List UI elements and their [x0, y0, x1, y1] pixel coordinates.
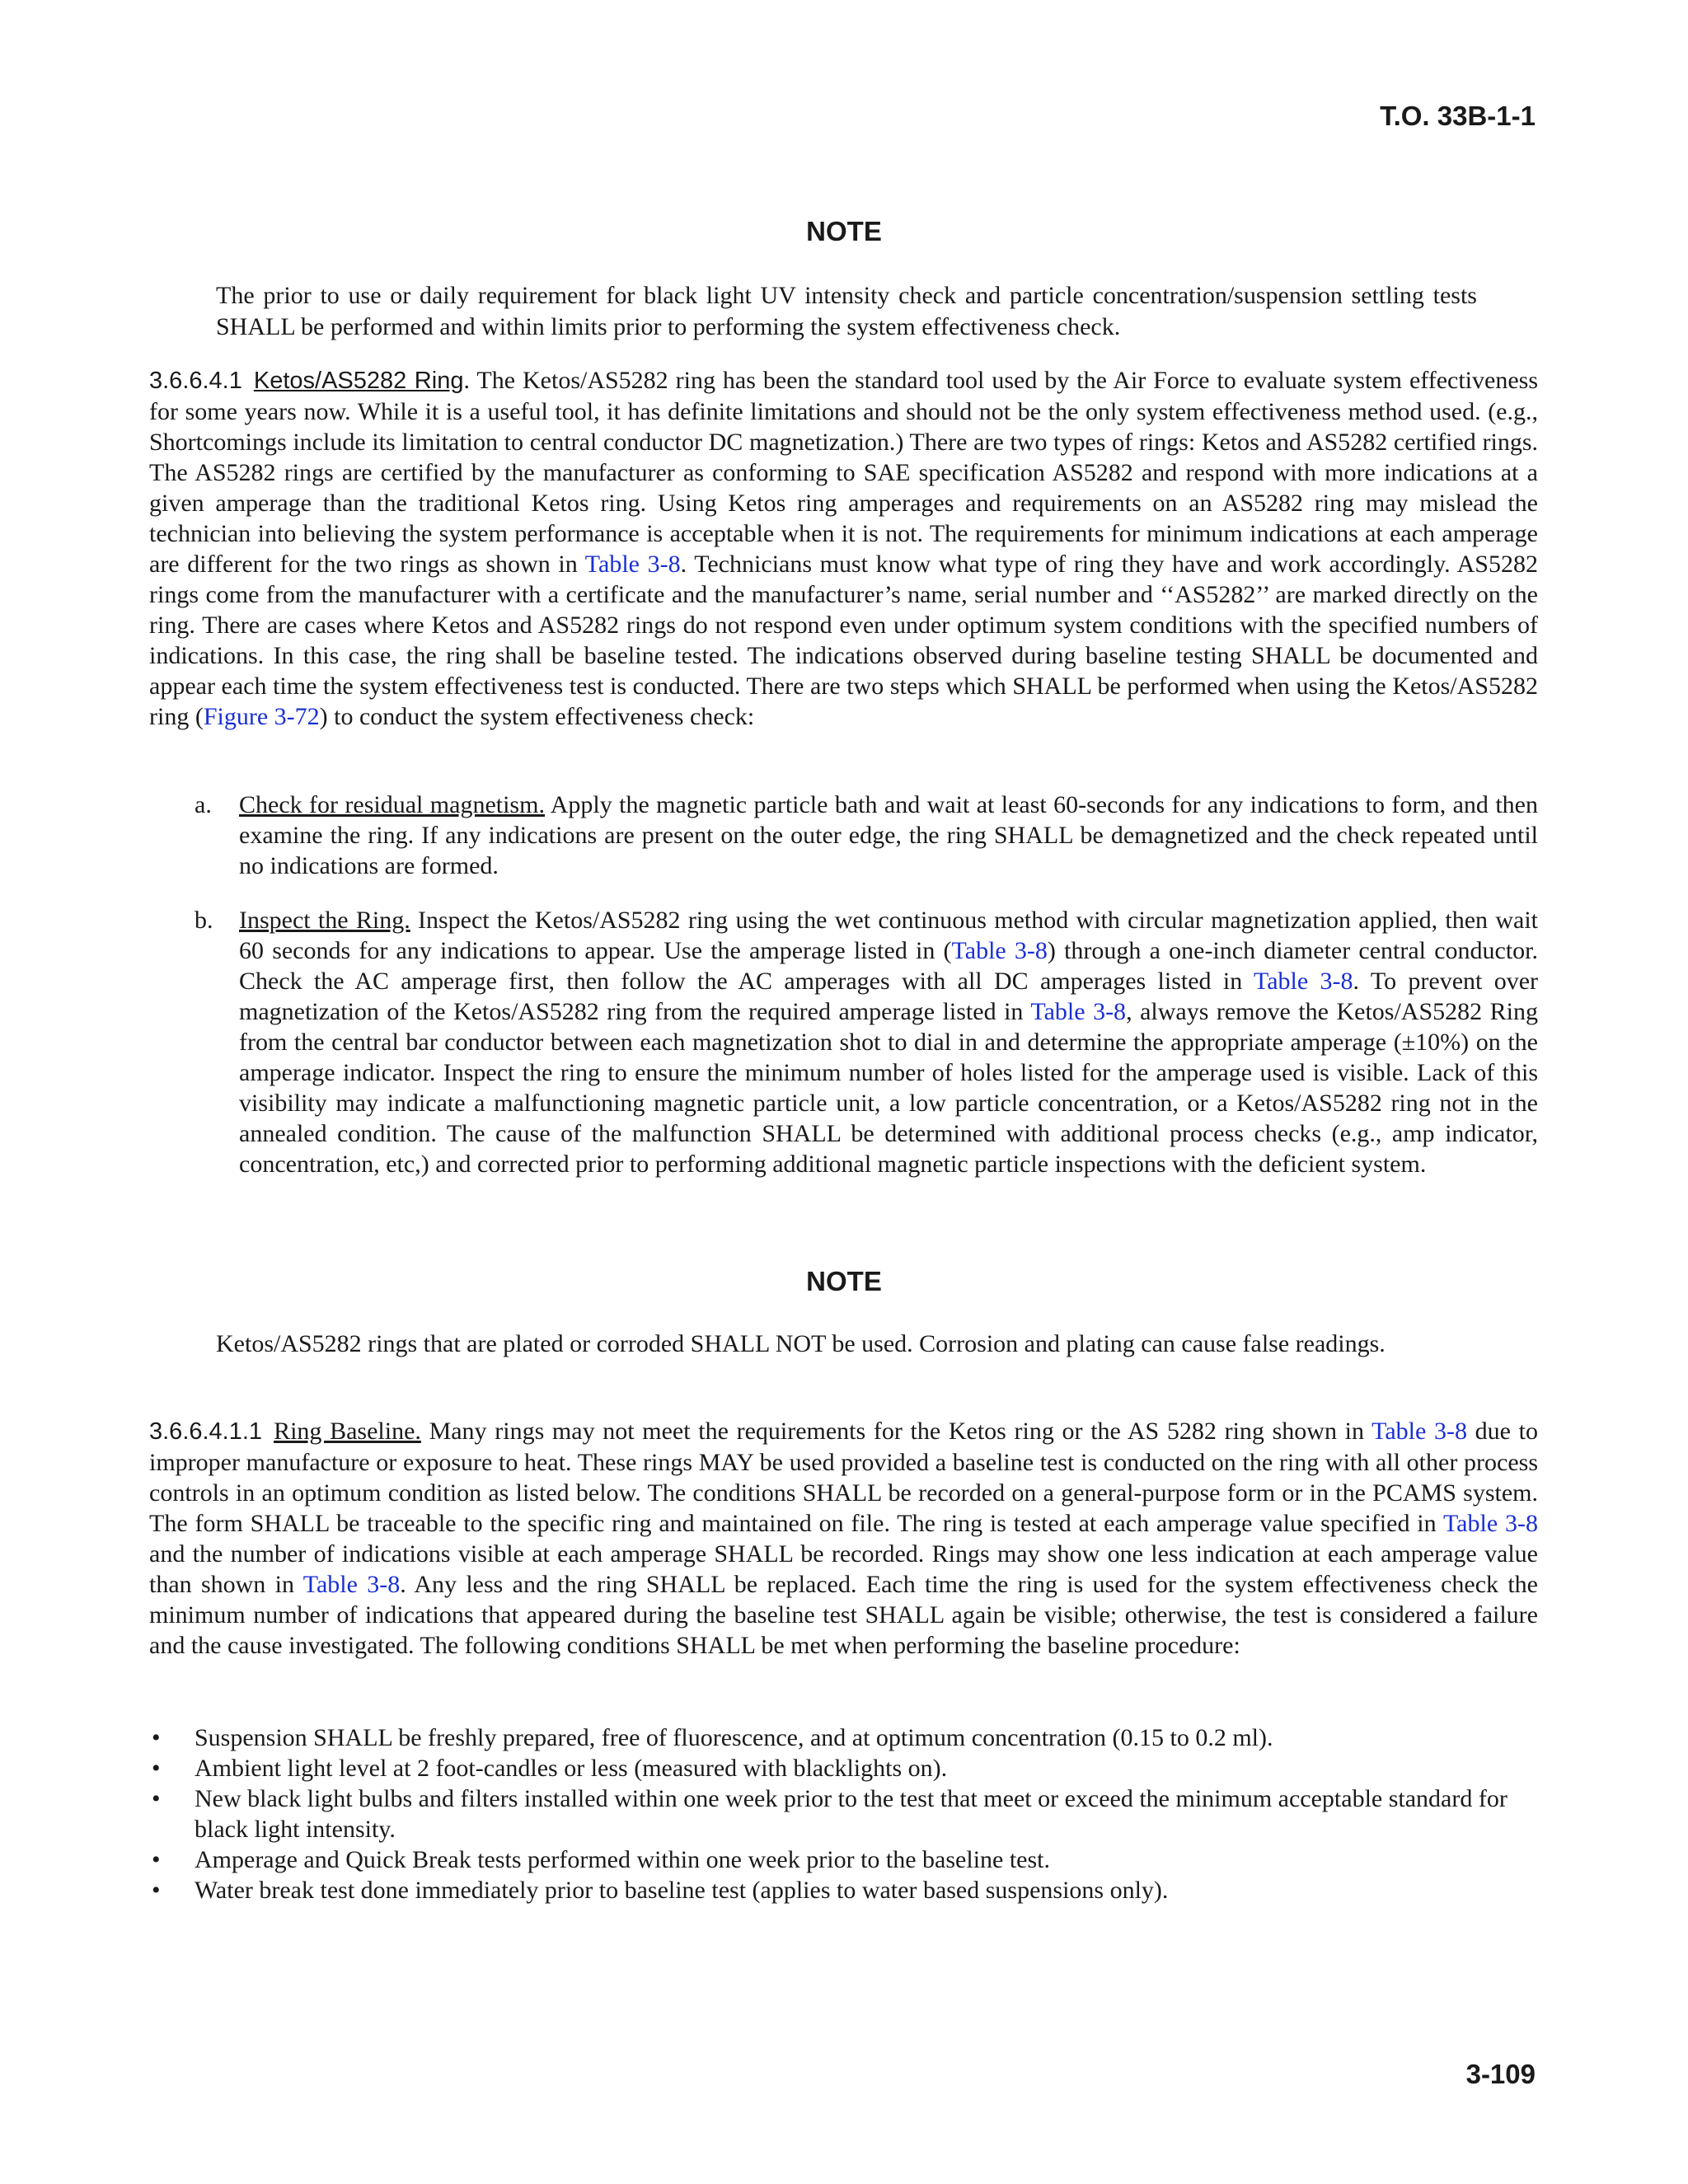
step-title: Check for residual magnetism.: [239, 791, 545, 818]
baseline-conditions-list: [149, 1722, 1538, 1905]
step-body: [239, 790, 1538, 881]
note-heading: NOTE: [806, 216, 882, 246]
step-text: Inspect the Ketos/AS5282 ring using the wet continuous method with circular magnetization applied, then wait 60 seconds for any indications to appear. Use the amperage listed in (: [239, 907, 1538, 964]
step-title: Inspect the Ring.: [239, 907, 410, 934]
section-title: Ring Baseline.: [274, 1418, 421, 1445]
section-text: . The Ketos/AS5282 ring has been the standard tool used by the Air Force to evaluate system effectiveness for some years now. While it is a useful tool, it has definite limitations and should not be the only system effectiveness method used. (e.g., Shortcomings include its limitation to central conductor DC magnetization.) There are two types of rings: Ketos and AS5282 certified rings. The AS5282 rings are certified by the manufacturer as conforming to SAE specification AS5282 and respond with more indications at a given amperage than the traditional Ketos ring. Using Ketos ring amperages and requirements on an AS5282 ring may mislead the technician into believing the system performance is acceptable when it is not. The requirements for minimum indications at each amperage are different for the two rings as shown in: [149, 367, 1538, 578]
list-item: [149, 1722, 1538, 1753]
table-reference-link[interactable]: Table 3-8: [1254, 968, 1353, 995]
step-a: [195, 790, 1538, 881]
list-item: [149, 1783, 1538, 1844]
list-item: [149, 1844, 1538, 1875]
table-reference-link[interactable]: Table 3-8: [302, 1571, 401, 1598]
list-item-text: New black light bulbs and filters installed within one week prior to the test that meet or exceed the minimum acceptable standard for black light intensity.: [195, 1785, 1507, 1843]
list-item-text: Amperage and Quick Break tests performed within one week prior to the baseline test.: [195, 1846, 1051, 1873]
section-text: Many rings may not meet the requirements for the Ketos ring or the AS 5282 ring shown in: [420, 1418, 1372, 1445]
table-reference-link[interactable]: Table 3-8: [1442, 1510, 1538, 1537]
list-item-text: Ambient light level at 2 foot-candles or less (measured with blacklights on).: [195, 1755, 948, 1782]
note-text: The prior to use or daily requirement for black light UV intensity check and particle concentration/suspension settling tests SHALL be performed and within limits prior to performing the system effectiveness check.: [216, 282, 1477, 340]
section-text: . Technicians must know what type of ring they have and work accordingly. AS5282 rings come from the manufacturer with a certificate and the manufacturer’s name, serial number and ‘‘AS5282’’ are marked directly on the ring. There are cases where Ketos and AS5282 rings do not respond even under optimum system conditions with the specified numbers of indications. In this case, the ring shall be baseline tested. The indications observed during baseline testing SHALL be documented and appear each time the system effectiveness test is conducted. There are two steps which SHALL be performed when using the Ketos/AS5282 ring (: [149, 551, 1538, 730]
list-item-text: Suspension SHALL be freshly prepared, free of fluorescence, and at optimum concentration (0.15 to 0.2 ml).: [195, 1724, 1273, 1751]
step-letter: b.: [195, 907, 213, 934]
step-text: , always remove the Ketos/AS5282 Ring from the central bar conductor between each magnetization shot to dial in and determine the appropriate amperage (±10%) on the amperage indicator. Inspect the ring to ensure the minimum number of holes listed for the amperage used is visible. Lack of this visibility may indicate a malfunctioning magnetic particle unit, a low particle concentration, or a Ketos/AS5282 ring not in the annealed condition. The cause of the malfunction SHALL be determined with additional process checks (e.g., amp indicator, concentration, etc,) and corrected prior to performing additional magnetic particle inspections with the deficient system.: [239, 998, 1538, 1178]
table-reference-link[interactable]: Table 3-8: [951, 937, 1048, 964]
bullet-icon: •: [152, 1724, 161, 1751]
section-title: Ketos/AS5282 Ring: [253, 368, 464, 394]
table-reference-link[interactable]: Table 3-8: [584, 551, 681, 578]
step-text: . To prevent over magnetization of the Ketos/AS5282 ring from the required amperage listed in: [239, 968, 1538, 1025]
page-number: 3-109: [1465, 2059, 1536, 2089]
step-b: [195, 905, 1538, 1179]
section-text: ) to conduct the system effectiveness check:: [319, 703, 755, 730]
note-text: Ketos/AS5282 rings that are plated or corroded SHALL NOT be used. Corrosion and plating can cause false readings.: [216, 1330, 1386, 1357]
section-text: . Any less and the ring SHALL be replaced. Each time the ring is used for the system effectiveness check the minimum number of indications that appeared during the baseline test SHALL again be visible; otherwise, the test is considered a failure and the cause investigated. The following conditions SHALL be met when performing the baseline procedure:: [149, 1571, 1538, 1659]
section-text: and the number of indications visible at each amperage SHALL be recorded. Rings may show one less indication at each amperage value than shown in: [149, 1540, 1538, 1598]
section-number: 3.6.6.4.1.1: [149, 1418, 263, 1445]
list-item: [149, 1753, 1538, 1783]
section-text: due to improper manufacture or exposure to heat. These rings MAY be used provided a baseline test is conducted on the ring with all other process controls in an optimum condition as listed below. The conditions SHALL be recorded on a general-purpose form or in the PCAMS system. The form SHALL be traceable to the specific ring and maintained on file. The ring is tested at each amperage value specified in: [149, 1418, 1538, 1537]
step-text: ) through a one-inch diameter central conductor. Check the AC amperage first, then follow the AC amperages with all DC amperages listed in: [239, 937, 1538, 995]
bullet-icon: •: [152, 1755, 161, 1782]
section-ring-baseline: [149, 1416, 1538, 1661]
note-heading: NOTE: [806, 1266, 882, 1296]
list-item-text: Water break test done immediately prior to baseline test (applies to water based suspensions only).: [195, 1877, 1169, 1904]
section-ketos-ring: [149, 365, 1538, 732]
document-id: T.O. 33B-1-1: [1380, 101, 1536, 131]
table-reference-link[interactable]: Table 3-8: [1372, 1418, 1467, 1445]
step-body: [239, 905, 1538, 1179]
section-number: 3.6.6.4.1: [149, 368, 242, 394]
list-item: [149, 1875, 1538, 1905]
figure-reference-link[interactable]: Figure 3-72: [203, 703, 320, 730]
bullet-icon: •: [152, 1877, 161, 1904]
step-letter: a.: [195, 791, 212, 818]
table-reference-link[interactable]: Table 3-8: [1030, 998, 1127, 1025]
step-text: Apply the magnetic particle bath and wait at least 60-seconds for any indications to form, and then examine the ring. If any indications are present on the outer edge, the ring SHALL be demagnetized and the check repeated until no indications are formed.: [239, 791, 1538, 879]
bullet-icon: •: [152, 1846, 161, 1873]
bullet-icon: •: [152, 1785, 161, 1812]
